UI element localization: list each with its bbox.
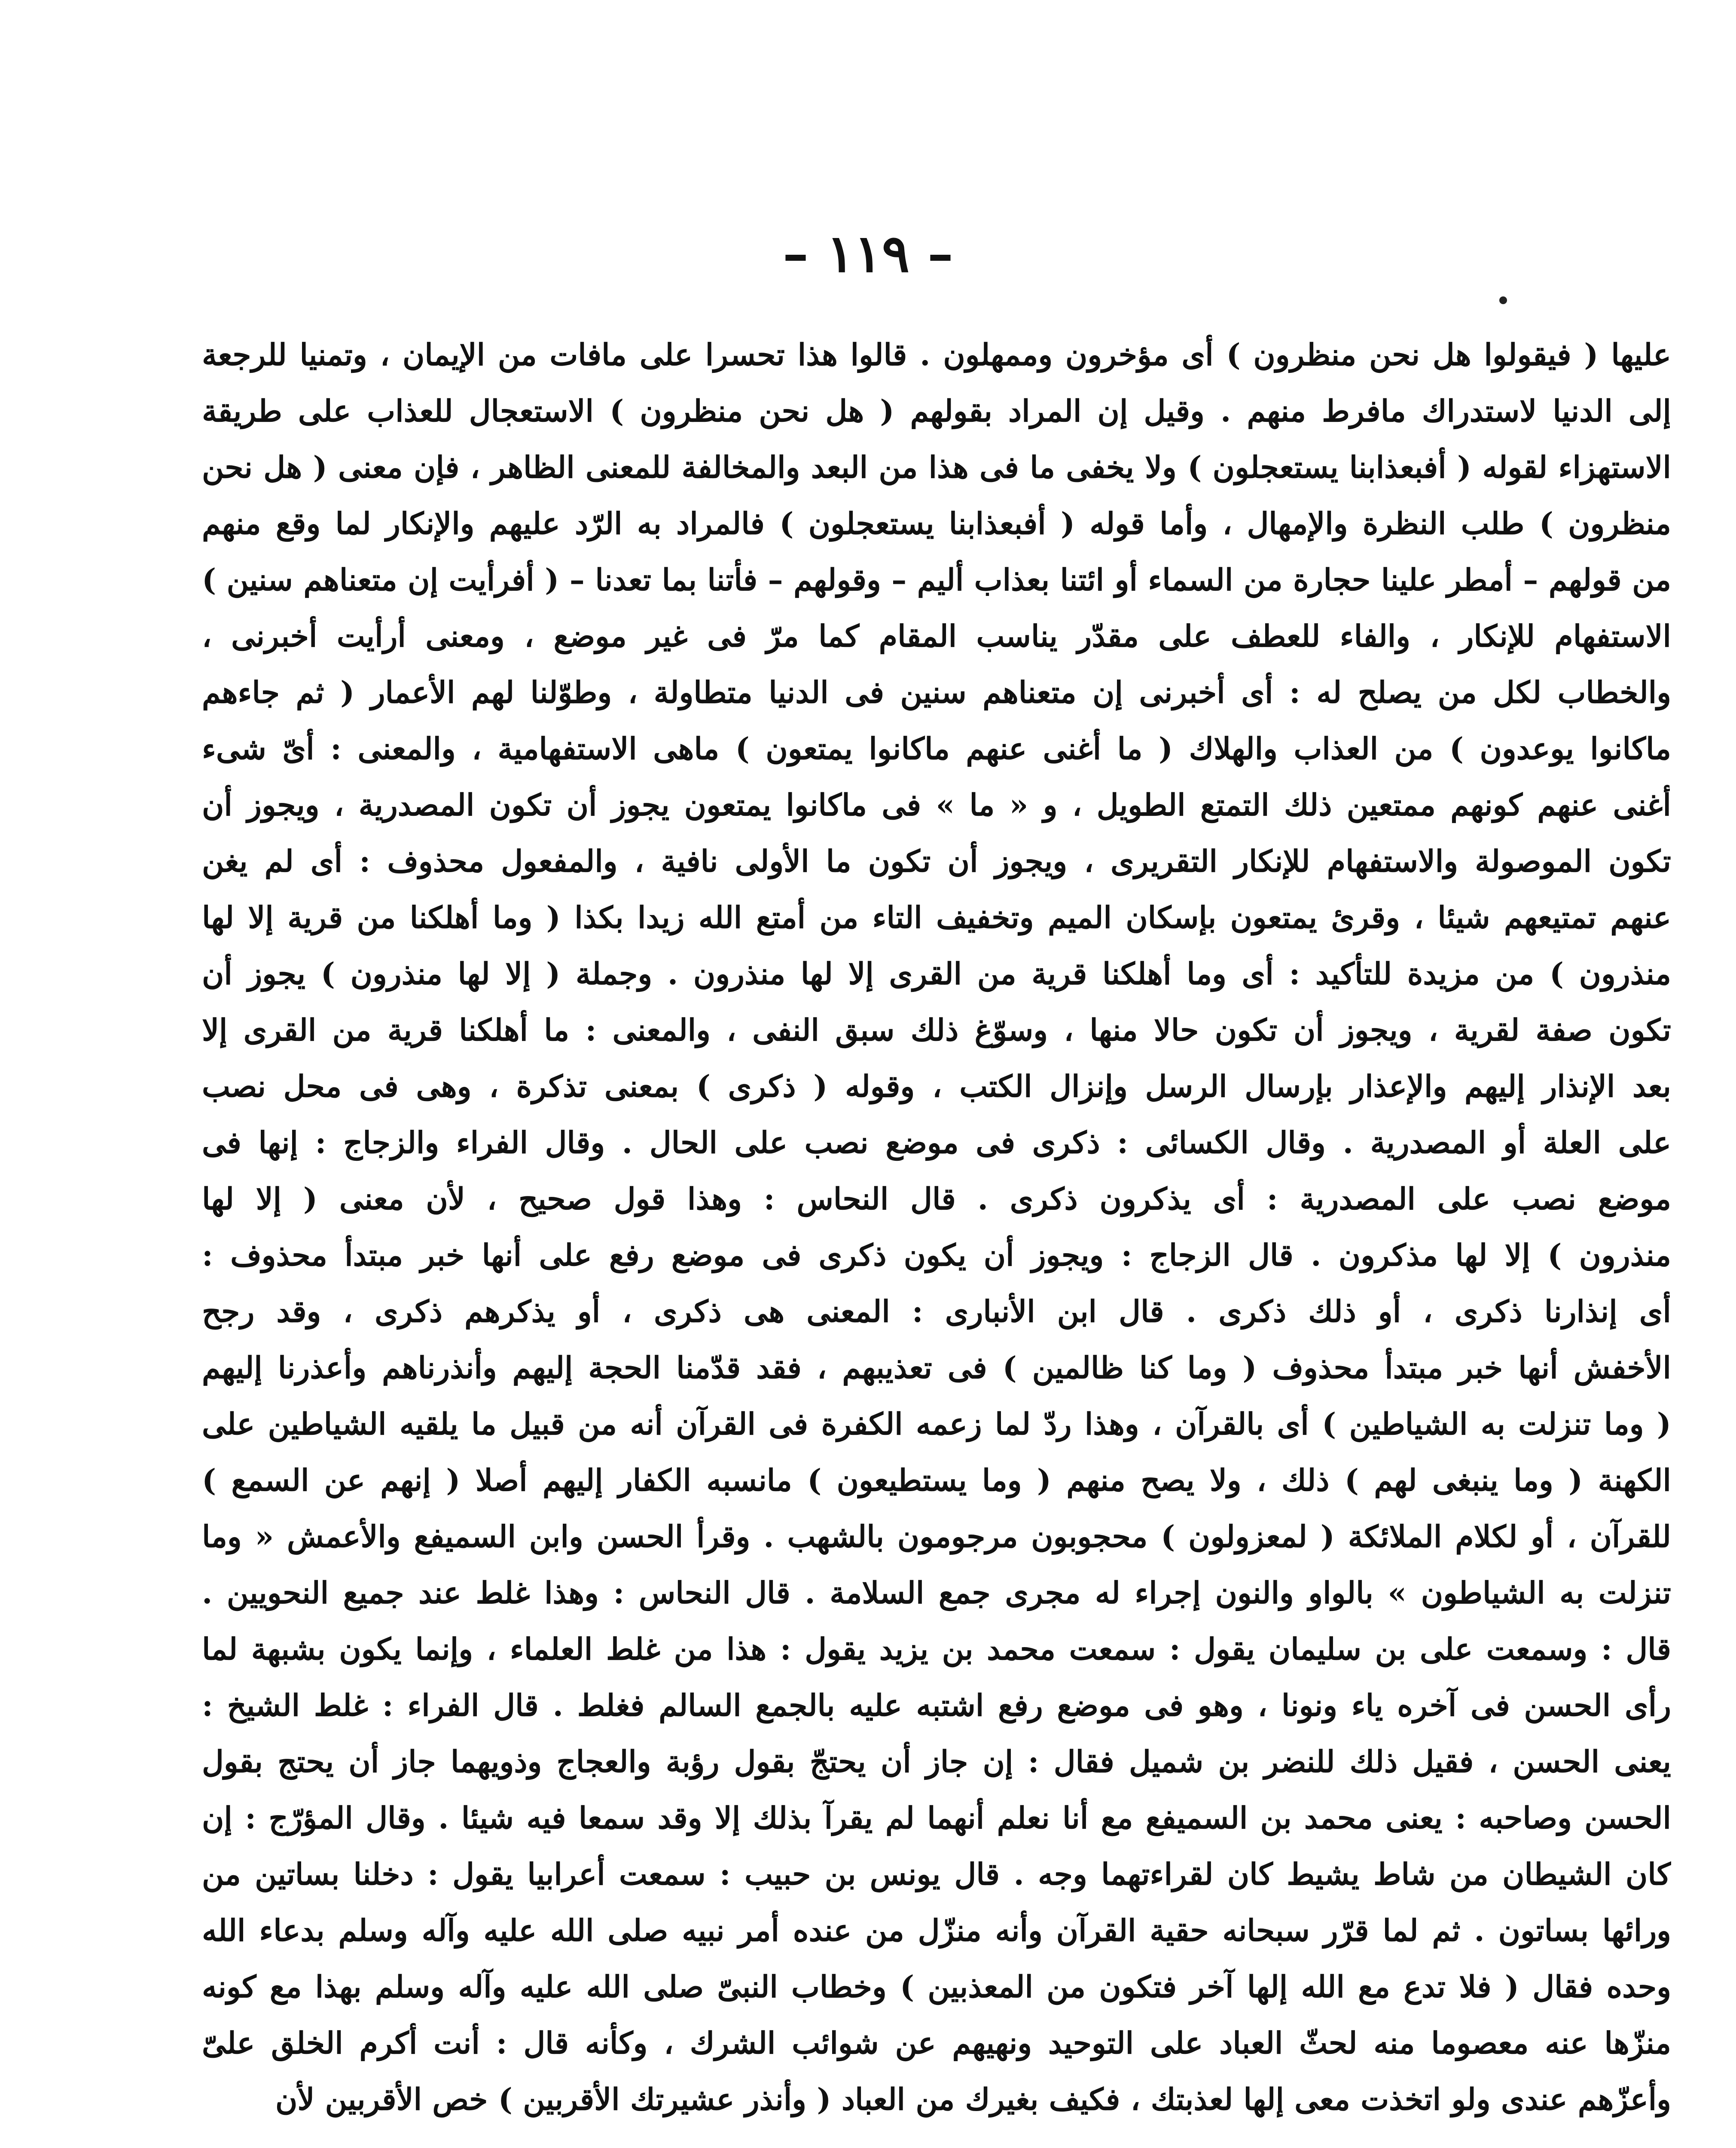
text-line: الحسن وصاحبه : يعنى محمد بن السميفع مع أنا نعلم أنهما لم يقرآ بذلك إلا وقد سمعا فيه شيئا . وقال المؤرّج : إن <box>202 1800 1671 1836</box>
text-line: الكهنة ( وما ينبغى لهم ) ذلك ، ولا يصح منهم ( وما يستطيعون ) مانسبه الكفار إليهم أصلا ( إنهم عن السمع ) <box>202 1462 1671 1498</box>
text-line: وحده فقال ( فلا تدع مع الله إلها آخر فتكون من المعذبين ) وخطاب النبىّ صلى الله عليه وآله وسلم بهذا مع كونه <box>202 1969 1671 2005</box>
text-line: رأى الحسن فى آخره ياء ونونا ، وهو فى موضع رفع اشتبه عليه بالجمع السالم فغلط . قال الفراء : غلط الشيخ : <box>202 1687 1671 1723</box>
text-line: منذرون ) من مزيدة للتأكيد : أى وما أهلكنا قرية من القرى إلا لها منذرون . وجملة ( إلا لها منذرون ) يجوز أن <box>202 956 1671 992</box>
text-line: ( وما تنزلت به الشياطين ) أى بالقرآن ، وهذا ردّ لما زعمه الكفرة فى القرآن أنه من قبيل ما يلقيه الشياطين على <box>202 1406 1671 1442</box>
text-line: منذرون ) إلا لها مذكرون . قال الزجاج : ويجوز أن يكون ذكرى فى موضع رفع على أنها خبر مبتدأ محذوف : <box>202 1237 1671 1273</box>
text-line: تكون صفة لقرية ، ويجوز أن تكون حالا منها ، وسوّغ ذلك سبق النفى ، والمعنى : ما أهلكنا قرية من القرى إلا <box>202 1012 1671 1048</box>
text-line: موضع نصب على المصدرية : أى يذكرون ذكرى . قال النحاس : وهذا قول صحيح ، لأن معنى ( إلا لها <box>202 1181 1671 1217</box>
text-line: وأعزّهم عندى ولو اتخذت معى إلها لعذبتك ، فكيف بغيرك من العباد ( وأنذر عشيرتك الأقربين ) خص الأقربين لأن <box>275 2081 1671 2117</box>
text-line: منظرون ) طلب النظرة والإمهال ، وأما قوله ( أفبعذابنا يستعجلون ) فالمراد به الرّد عليهم والإنكار لما وقع منهم <box>202 506 1671 541</box>
text-line: تكون الموصولة والاستفهام للإنكار التقريرى ، ويجوز أن تكون ما الأولى نافية ، والمفعول محذوف : أى لم يغن <box>202 843 1671 879</box>
text-line: من قولهم – أمطر علينا حجارة من السماء أو ائتنا بعذاب أليم – وقولهم – فأتنا بما تعدنا – ( أفرأيت إن متعناهم سنين ) <box>202 562 1671 598</box>
text-line: والخطاب لكل من يصلح له : أى أخبرنى إن متعناهم سنين فى الدنيا متطاولة ، وطوّلنا لهم الأعمار ( ثم جاءهم <box>202 674 1671 710</box>
text-line: قال : وسمعت على بن سليمان يقول : سمعت محمد بن يزيد يقول : هذا من غلط العلماء ، وإنما يكون بشبهة لما <box>202 1631 1671 1667</box>
text-line: الأخفش أنها خبر مبتدأ محذوف ( وما كنا ظالمين ) فى تعذيبهم ، فقد قدّمنا الحجة إليهم وأنذرناهم وأعذرنا إليهم <box>202 1350 1671 1385</box>
text-line: للقرآن ، أو لكلام الملائكة ( لمعزولون ) محجوبون مرجومون بالشهب . وقرأ الحسن وابن السميفع والأعمش « وما <box>202 1519 1671 1554</box>
text-line: إلى الدنيا لاستدراك مافرط منهم . وقيل إن المراد بقولهم ( هل نحن منظرون ) الاستعجال للعذاب على طريقة <box>202 393 1671 429</box>
text-line: ماكانوا يوعدون ) من العذاب والهلاك ( ما أغنى عنهم ماكانوا يمتعون ) ماهى الاستفهامية ، والمعنى : أىّ شىء <box>202 731 1671 766</box>
ink-dot <box>1499 296 1507 304</box>
text-line: ورائها بساتون . ثم لما قرّر سبحانه حقية القرآن وأنه منزّل من عنده أمر نبيه صلى الله عليه وآله وسلم بدعاء الله <box>202 1913 1671 1948</box>
text-line: عليها ( فيقولوا هل نحن منظرون ) أى مؤخرون وممهلون . قالوا هذا تحسرا على مافات من الإيمان ، وتمنيا للرجعة <box>202 337 1671 372</box>
page-number: – ١١٩ – <box>783 223 953 284</box>
text-line: عنهم تمتيعهم شيئا ، وقرئ يمتعون بإسكان الميم وتخفيف التاء من أمتع الله زيدا بكذا ( وما أهلكنا من قرية إلا لها <box>202 900 1671 935</box>
text-line: الاستهزاء لقوله ( أفبعذابنا يستعجلون ) ولا يخفى ما فى هذا من البعد والمخالفة للمعنى الظاهر ، فإن معنى ( هل نحن <box>202 449 1671 485</box>
text-line: أغنى عنهم كونهم ممتعين ذلك التمتع الطويل ، و « ما » فى ماكانوا يمتعون يجوز أن تكون المصدرية ، ويجوز أن <box>202 787 1671 823</box>
text-line: على العلة أو المصدرية . وقال الكسائى : ذكرى فى موضع نصب على الحال . وقال الفراء والزجاج : إنها فى <box>202 1125 1671 1160</box>
text-line: بعد الإنذار إليهم والإعذار بإرسال الرسل وإنزال الكتب ، وقوله ( ذكرى ) بمعنى تذكرة ، وهى فى محل نصب <box>202 1068 1671 1104</box>
text-line: منزّها عنه معصوما منه لحثّ العباد على التوحيد ونهيهم عن شوائب الشرك ، وكأنه قال : أنت أكرم الخلق علىّ <box>202 2025 1671 2061</box>
text-line: أى إنذارنا ذكرى ، أو ذلك ذكرى . قال ابن الأنبارى : المعنى هى ذكرى ، أو يذكرهم ذكرى ، وقد رجح <box>202 1294 1671 1329</box>
text-line: يعنى الحسن ، فقيل ذلك للنضر بن شميل فقال : إن جاز أن يحتجّ بقول رؤبة والعجاج وذويهما جاز أن يحتج بقول <box>202 1744 1671 1779</box>
text-line: الاستفهام للإنكار ، والفاء للعطف على مقدّر يناسب المقام كما مرّ فى غير موضع ، ومعنى أرأيت أخبرنى ، <box>202 618 1671 654</box>
text-line: تنزلت به الشياطون » بالواو والنون إجراء له مجرى جمع السلامة . قال النحاس : وهذا غلط عند جميع النحويين . <box>202 1575 1671 1611</box>
text-line: كان الشيطان من شاط يشيط كان لقراءتهما وجه . قال يونس بن حبيب : سمعت أعرابيا يقول : دخلنا بساتين من <box>202 1856 1671 1892</box>
page-body-text <box>202 326 1671 2127</box>
